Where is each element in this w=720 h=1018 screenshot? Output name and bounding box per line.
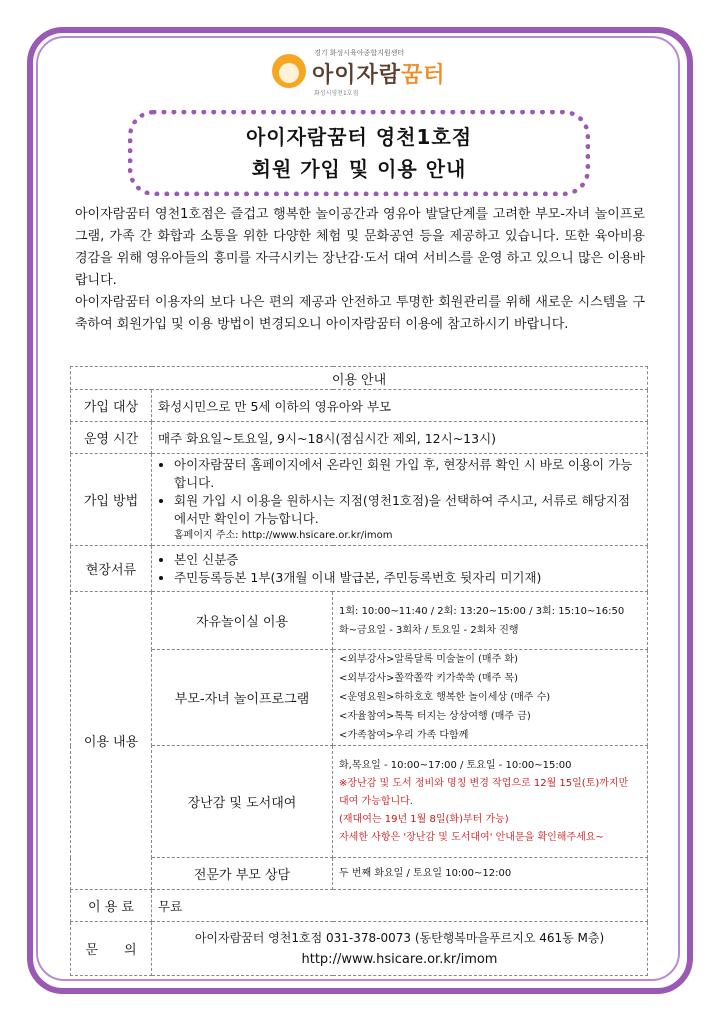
toy-book-detail: 자세한 사항은 '장난감 및 도서대여' 안내문을 확인해주세요~ xyxy=(339,831,604,843)
program-name: 부모-자녀 놀이프로그램 xyxy=(152,650,333,746)
free-play-schedule xyxy=(333,592,648,650)
hours-label: 운영 시간 xyxy=(71,422,152,454)
logo-name: 아이자람꿈터 xyxy=(312,63,446,88)
page-title: 아이자람꿈터 영천1호점 xyxy=(245,125,473,149)
program-item: <운영요원>하하호호 행복한 놀이세상 (매주 수) xyxy=(339,692,551,703)
counsel-name: 전문가 부모 상담 xyxy=(152,858,333,890)
program-item: <외부강사>쫄깍쫄깍 키가쑥쑥 (매주 목) xyxy=(339,673,518,684)
fee-label: 이 용 료 xyxy=(71,890,152,922)
logo-tagline: 경기 화성시육아종합지원센터 xyxy=(314,49,405,57)
program-item: <가족참여>우리 가족 다함께 xyxy=(339,730,469,741)
join-bullet-2: • 회원 가입 시 이용을 원하시는 지점(영천1호점)을 선택하여 주시고, 서류로 해당지점에서만 확인이 가능합니다. xyxy=(174,492,641,528)
contact-url[interactable]: http://www.hsicare.or.kr/imom xyxy=(301,951,498,967)
eligibility-label: 가입 대상 xyxy=(71,390,152,422)
fee-value: 무료 xyxy=(152,890,648,922)
join-label: 가입 방법 xyxy=(71,454,152,546)
title-box xyxy=(128,110,590,196)
logo-subtitle: 화성시영천1호점 xyxy=(314,90,359,97)
free-play-sessions: 화~금요일 - 3회차 / 토요일 - 2회차 진행 xyxy=(339,624,519,636)
program-list xyxy=(333,650,648,746)
toy-book-info xyxy=(333,746,648,858)
document-item-2: • 주민등록등본 1부(3개월 이내 발급본, 주민등록번호 뒷자리 미기재) xyxy=(174,569,641,587)
sun-face-icon xyxy=(272,54,306,88)
join-bullet-1: • 아이자람꿈터 홈페이지에서 온라인 회원 가입 후, 현장서류 확인 시 바로 이용이 가능합니다. xyxy=(174,456,641,492)
usage-info-table xyxy=(70,366,648,976)
intro-text xyxy=(75,204,645,336)
join-method xyxy=(152,454,648,546)
document-item-1: • 본인 신분증 xyxy=(174,551,641,569)
toy-book-notice: ※장난감 및 도서 정비와 명칭 변경 작업으로 12월 15일(토)까지만 대여 가능합니다. xyxy=(339,777,629,807)
page-subtitle: 회원 가입 및 이용 안내 xyxy=(251,157,467,181)
toy-book-name: 장난감 및 도서대여 xyxy=(152,746,333,858)
contact-label: 문 의 xyxy=(71,922,152,976)
counsel-schedule: 두 번째 화요일 / 토요일 10:00~12:00 xyxy=(333,858,648,890)
usage-label: 이용 내용 xyxy=(71,592,152,890)
free-play-times: 1회: 10:00~11:40 / 2회: 13:20~15:00 / 3회: 15:10~16:50 xyxy=(339,605,625,617)
intro-paragraph-1: 아이자람꿈터 영천1호점은 즐겁고 행복한 놀이공간과 영유아 발달단계를 고려한 부모-자녀 놀이프로그램, 가족 간 화합과 소통을 위한 다양한 체험 및 문화공연 등을 제공하고 있습니다. 또한 육아비용 경감을 위해 영유아들의 흥미를 자극시키는 장난감·도서 대여 서비스를 운영 하고 있으니 많은 이용바랍니다. xyxy=(75,207,645,288)
hours-value: 매주 화요일~토요일, 9시~18시(점심시간 제외, 12시~13시) xyxy=(152,422,648,454)
toy-book-resume: (재대여는 19년 1월 8일(화)부터 가능) xyxy=(339,813,509,825)
intro-paragraph-2: 아이자람꿈터 이용자의 보다 나은 편의 제공과 안전하고 투명한 회원관리를 위해 새로운 시스템을 구축하여 회원가입 및 이용 방법이 변경되오니 아이자람꿈터 이용에 참고하시기 바랍니다. xyxy=(75,295,645,332)
program-item: <외부강사>알록달록 미술놀이 (매주 화) xyxy=(339,654,518,665)
eligibility-value: 화성시민으로 만 5세 이하의 영유아와 부모 xyxy=(152,390,648,422)
logo xyxy=(272,48,472,100)
program-item: <자율참여>톡톡 터지는 상상여행 (매주 금) xyxy=(339,711,531,722)
documents-label: 현장서류 xyxy=(71,546,152,592)
toy-book-hours: 화,목요일 - 10:00~17:00 / 토요일 - 10:00~15:00 xyxy=(339,759,572,771)
contact-address: 아이자람꿈터 영천1호점 031-378-0073 (동탄행복마을푸르지오 461동 M층) xyxy=(194,930,605,945)
contact-info xyxy=(152,922,648,976)
table-header: 이용 안내 xyxy=(71,367,648,390)
free-play-name: 자유놀이실 이용 xyxy=(152,592,333,650)
documents-list xyxy=(152,546,648,592)
homepage-address: 홈페이지 주소: http://www.hsicare.or.kr/imom xyxy=(174,529,393,541)
